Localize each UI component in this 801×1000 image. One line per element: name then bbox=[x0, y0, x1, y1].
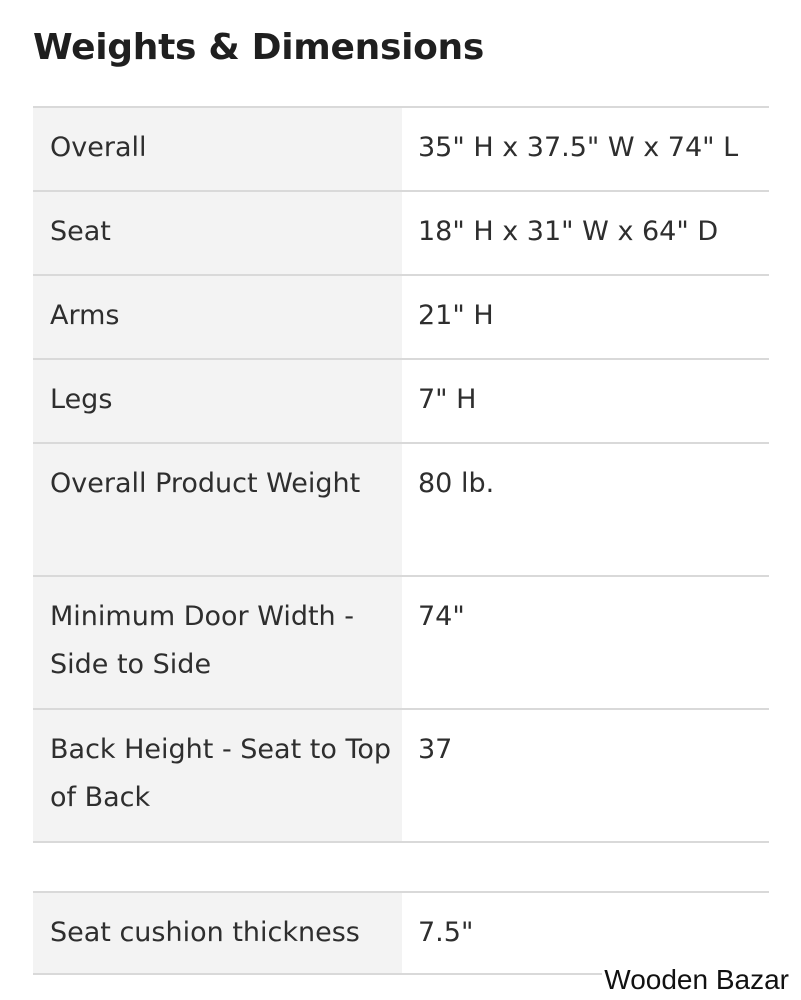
table-row bbox=[33, 190, 769, 274]
row-label: Seat cushion thickness bbox=[33, 893, 402, 973]
row-label: Seat bbox=[33, 192, 402, 274]
row-value: 37 bbox=[402, 710, 769, 841]
row-value: 18" H x 31" W x 64" D bbox=[402, 192, 769, 274]
row-value: 7" H bbox=[402, 360, 769, 442]
row-label: Legs bbox=[33, 360, 402, 442]
table-row bbox=[33, 106, 769, 190]
row-label: Overall bbox=[33, 108, 402, 190]
table-row bbox=[33, 358, 769, 442]
row-value: 21" H bbox=[402, 276, 769, 358]
row-label: Back Height - Seat to Top of Back bbox=[33, 710, 402, 841]
row-label: Minimum Door Width - Side to Side bbox=[33, 577, 402, 708]
table-row bbox=[33, 274, 769, 358]
row-value: 74" bbox=[402, 577, 769, 708]
table-row bbox=[33, 442, 769, 575]
dimensions-table bbox=[33, 106, 769, 975]
section-title: Weights & Dimensions bbox=[33, 27, 485, 68]
row-value: 7.5" bbox=[402, 893, 769, 973]
table-row bbox=[33, 575, 769, 708]
table-row bbox=[33, 708, 769, 841]
row-label: Arms bbox=[33, 276, 402, 358]
row-label: Overall Product Weight bbox=[33, 444, 402, 575]
row-value: 35" H x 37.5" W x 74" L bbox=[402, 108, 769, 190]
table-row bbox=[33, 891, 769, 975]
row-value: 80 lb. bbox=[402, 444, 769, 575]
watermark-text: Wooden Bazar bbox=[604, 964, 789, 995]
table-spacer bbox=[33, 841, 769, 891]
